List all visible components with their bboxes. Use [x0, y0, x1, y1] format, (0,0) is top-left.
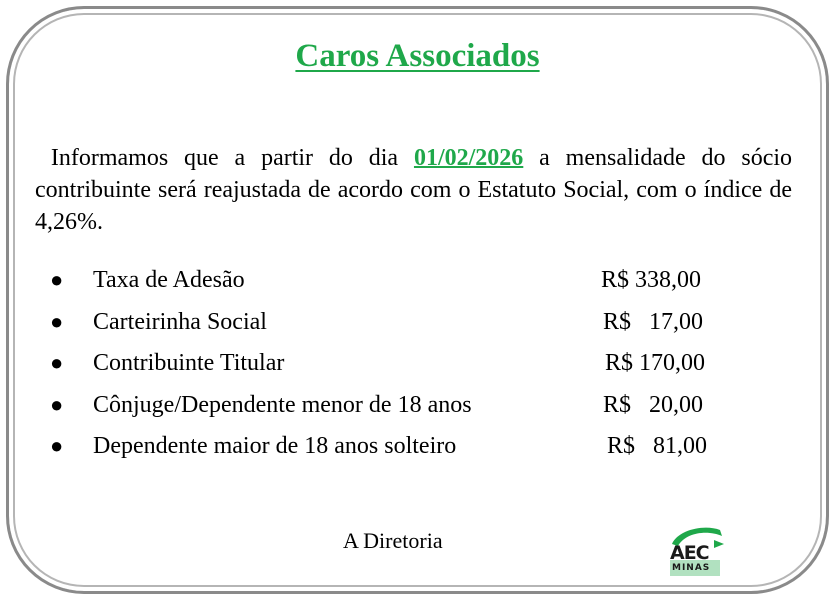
fee-label: Contribuinte Titular — [93, 350, 285, 376]
fee-value: R$ 20,00 — [603, 391, 704, 418]
fee-value: R$ 17,00 — [603, 308, 704, 335]
fee-item-titular — [50, 345, 740, 387]
fee-item-adhesion — [50, 262, 740, 304]
bullet-icon: ● — [50, 308, 64, 334]
fee-label: Dependente maior de 18 anos solteiro — [93, 433, 457, 459]
fee-label: Cônjuge/Dependente menor de 18 anos — [93, 391, 472, 418]
fee-value: R$ 170,00 — [605, 350, 706, 376]
bullet-icon: ● — [50, 350, 64, 375]
logo-subtext: MINAS — [672, 563, 711, 573]
fee-list — [50, 262, 740, 470]
logo-text: AEC — [670, 542, 709, 564]
bullet-icon: ● — [50, 267, 64, 292]
bullet-icon: ● — [50, 433, 64, 458]
fee-value: R$ 338,00 — [601, 267, 702, 293]
fee-item-dependent-adult-single — [50, 428, 740, 470]
bullet-icon: ● — [50, 391, 64, 417]
intro-text-start: Informamos que a partir do dia — [50, 145, 414, 171]
fee-item-spouse-dependent-minor — [50, 387, 740, 429]
aec-minas-logo — [668, 524, 726, 578]
signature: A Diretoria — [343, 528, 443, 553]
fee-item-membership-card — [50, 304, 740, 346]
fee-value: R$ 81,00 — [607, 433, 708, 459]
notice-title: Caros Associados — [295, 38, 540, 74]
fee-label: Taxa de Adesão — [93, 267, 245, 293]
notice-paragraph — [35, 142, 792, 238]
effective-date: 01/02/2026 — [413, 145, 524, 171]
fee-label: Carteirinha Social — [93, 308, 267, 335]
intro-text-end: a mensalidade do sócio contribuinte será reajustada de acordo com o Estatuto Social, com o índice de 4,26%. — [35, 145, 793, 235]
